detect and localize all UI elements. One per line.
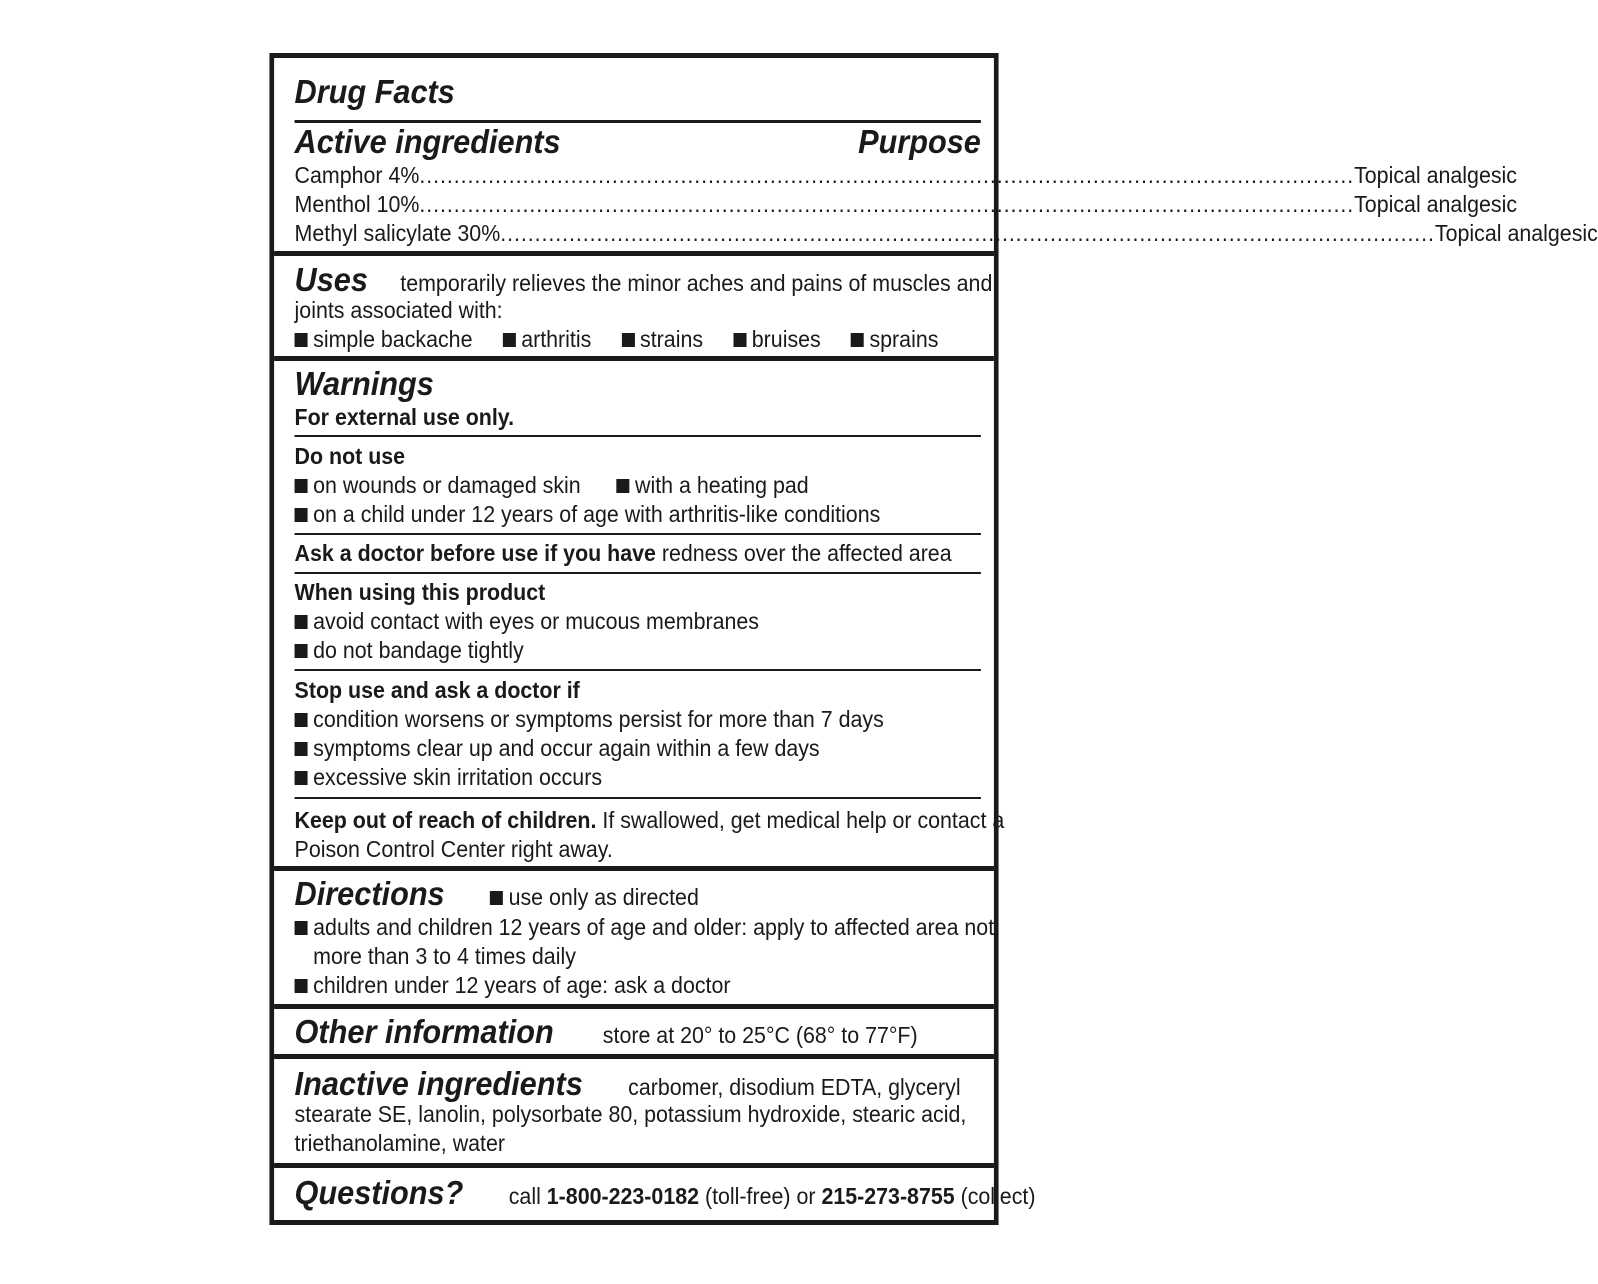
when-using-item-line <box>295 636 524 664</box>
bullet-icon <box>295 333 308 347</box>
directions-item-continued: more than 3 to 4 times daily <box>313 943 576 969</box>
ingredient-name: Methyl salicylate 30% <box>294 220 501 246</box>
drug-facts-title: Drug Facts <box>294 73 455 110</box>
ingredient-purpose: Topical analgesic <box>1354 162 1518 188</box>
directions-item-line <box>295 971 731 999</box>
bullet-icon <box>851 333 864 347</box>
uses-line <box>295 262 993 298</box>
inactive-heading: Inactive ingredients <box>294 1065 583 1102</box>
uses-bullets <box>295 325 939 353</box>
subsection-divider <box>295 669 981 671</box>
directions-item-line <box>295 913 995 941</box>
do-not-use-item-line <box>295 500 881 528</box>
uses-text-continued: joints associated with: <box>294 297 503 323</box>
other-info-text: store at 20° to 25°C (68° to 77°F) <box>602 1022 918 1048</box>
bullet-icon <box>503 333 516 347</box>
keep-out-bold: Keep out of reach of children. <box>294 807 597 833</box>
subsection-divider <box>295 435 981 437</box>
inactive-text: carbomer, disodium EDTA, glyceryl <box>628 1074 961 1100</box>
other-info-heading: Other information <box>294 1013 554 1050</box>
bullet-icon <box>621 333 634 347</box>
subsection-divider <box>295 533 981 535</box>
stop-use-item: symptoms clear up and occur again within a few days <box>313 735 820 761</box>
uses-bullet: sprains <box>869 326 939 352</box>
stop-use-item: excessive skin irritation occurs <box>313 764 603 790</box>
bullet-icon <box>733 333 746 347</box>
subsection-divider <box>295 797 981 799</box>
active-ingredients-heading: Active ingredients <box>294 123 561 160</box>
collect-phone: 215-273-8755 <box>821 1183 955 1209</box>
section-divider <box>274 1163 994 1168</box>
bullet-icon <box>295 479 308 493</box>
section-divider <box>274 1004 994 1009</box>
bullet-icon <box>490 891 503 905</box>
bullet-icon <box>295 644 308 658</box>
leader-dots: ........................................................................................................................................ <box>500 220 1435 246</box>
uses-bullet: strains <box>640 326 704 352</box>
do-not-use-item: with a heating pad <box>635 472 809 498</box>
directions-heading: Directions <box>294 875 445 912</box>
do-not-use-item: on wounds or damaged skin <box>313 472 581 498</box>
bullet-icon <box>295 742 308 756</box>
ingredient-purpose: Topical analgesic <box>1354 191 1518 217</box>
keep-out-text: If swallowed, get medical help or contact a <box>602 807 1005 833</box>
uses-bullet: simple backache <box>313 326 473 352</box>
uses-bullet: bruises <box>751 326 821 352</box>
questions-line <box>295 1175 1036 1211</box>
do-not-use-heading: Do not use <box>294 443 406 469</box>
directions-item: use only as directed <box>508 884 699 910</box>
ingredient-row <box>294 190 1518 218</box>
uses-text: temporarily relieves the minor aches and pains of muscles and <box>400 270 993 296</box>
directions-item: children under 12 years of age: ask a doctor <box>313 972 731 998</box>
ask-doctor-text: redness over the affected area <box>661 540 952 566</box>
stop-use-heading: Stop use and ask a doctor if <box>294 677 580 703</box>
bullet-icon <box>295 713 308 727</box>
questions-toll-text: (toll-free) or <box>704 1183 816 1209</box>
stop-use-item: condition worsens or symptoms persist for more than 7 days <box>313 706 884 732</box>
ingredient-row <box>294 219 1598 247</box>
do-not-use-items <box>295 471 809 499</box>
warnings-heading: Warnings <box>294 365 434 402</box>
section-divider <box>274 866 994 871</box>
uses-bullet: arthritis <box>521 326 592 352</box>
inactive-text-continued: stearate SE, lanolin, polysorbate 80, potassium hydroxide, stearic acid, <box>294 1101 967 1127</box>
questions-heading: Questions? <box>294 1174 464 1211</box>
leader-dots: ........................................................................................................................................ <box>419 191 1355 217</box>
ingredient-purpose: Topical analgesic <box>1434 220 1598 246</box>
leader-dots: ........................................................................................................................................ <box>419 162 1355 188</box>
uses-heading: Uses <box>294 261 368 298</box>
ingredient-name: Menthol 10% <box>294 191 420 217</box>
stop-use-item-line <box>295 705 884 733</box>
bullet-icon <box>295 615 308 629</box>
section-divider <box>274 251 994 256</box>
questions-call-text: call <box>508 1183 541 1209</box>
bullet-icon <box>616 479 629 493</box>
bullet-icon <box>295 921 308 935</box>
stop-use-item-line <box>295 763 602 791</box>
keep-out-text-continued: Poison Control Center right away. <box>294 836 613 862</box>
inactive-line <box>295 1066 961 1102</box>
inactive-text-continued: triethanolamine, water <box>294 1130 506 1156</box>
toll-free-phone: 1-800-223-0182 <box>546 1183 700 1209</box>
questions-collect-text: (collect) <box>960 1183 1036 1209</box>
keep-out-line <box>295 806 1005 834</box>
when-using-item-line <box>295 607 759 635</box>
ask-doctor-bold: Ask a doctor before use if you have <box>294 540 656 566</box>
when-using-item: do not bandage tightly <box>313 637 524 663</box>
ingredient-name: Camphor 4% <box>294 162 420 188</box>
bullet-icon <box>295 508 308 522</box>
directions-line <box>295 876 699 912</box>
purpose-heading: Purpose <box>858 123 981 160</box>
external-use-text: For external use only. <box>294 404 515 430</box>
stop-use-item-line <box>295 734 820 762</box>
when-using-item: avoid contact with eyes or mucous membranes <box>313 608 759 634</box>
subsection-divider <box>295 572 981 574</box>
other-info-line <box>295 1014 918 1050</box>
drug-facts-label <box>269 53 1598 1225</box>
ask-doctor-line <box>295 539 952 567</box>
bullet-icon <box>295 771 308 785</box>
ingredient-row <box>294 161 1518 189</box>
section-divider <box>274 356 994 361</box>
directions-item: adults and children 12 years of age and older: apply to affected area not <box>313 914 995 940</box>
section-divider <box>274 1054 994 1059</box>
bullet-icon <box>295 979 308 993</box>
do-not-use-item: on a child under 12 years of age with arthritis-like conditions <box>313 501 881 527</box>
when-using-heading: When using this product <box>294 579 546 605</box>
